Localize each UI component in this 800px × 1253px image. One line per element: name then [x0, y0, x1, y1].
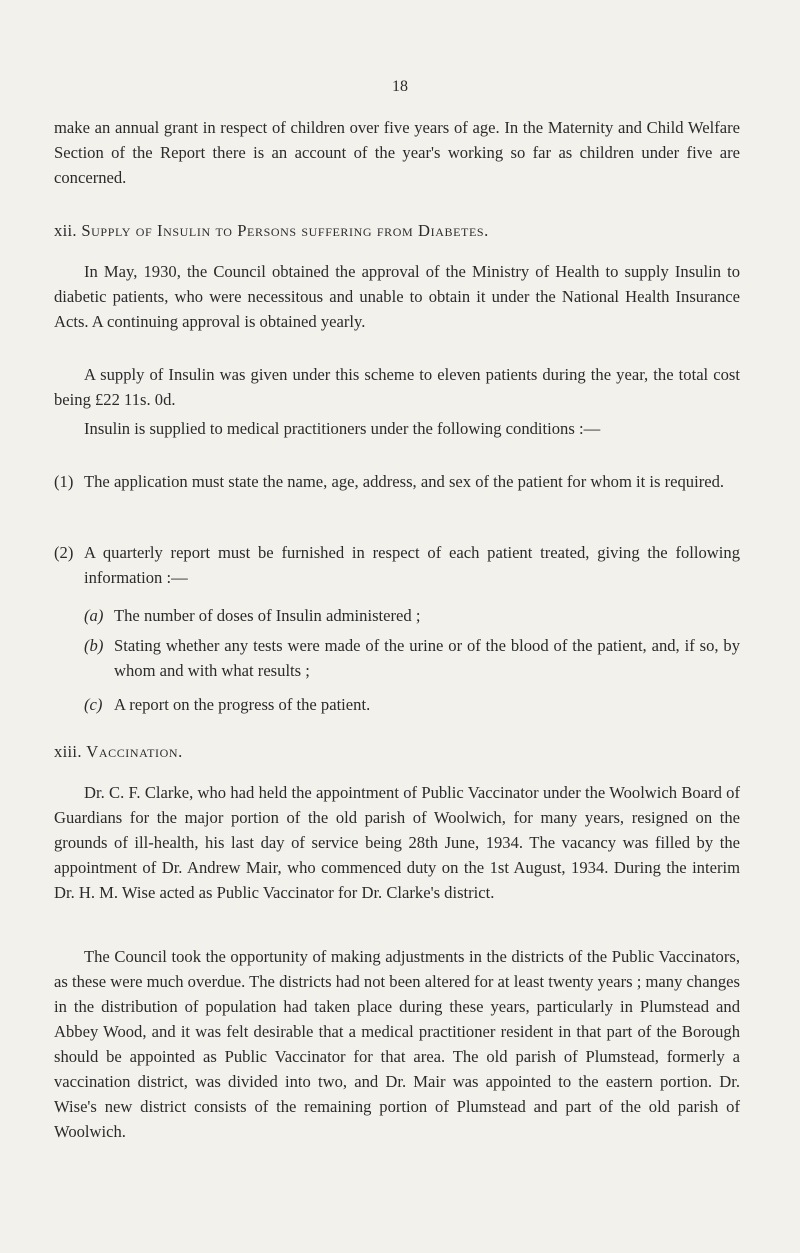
- sub-item-text: The number of doses of Insulin administered ;: [114, 606, 421, 625]
- sub-item-text: A report on the progress of the patient.: [114, 695, 371, 714]
- section-xii-numeral: xii.: [54, 221, 77, 240]
- condition-number: (1): [54, 472, 74, 491]
- section-xiii-numeral: xiii.: [54, 742, 82, 761]
- sub-item-text: Stating whether any tests were made of the urine or of the blood of the patient, and, if so, by whom and with what results ;: [114, 636, 740, 680]
- sub-item-letter: (c): [84, 695, 103, 714]
- condition-item-1: [54, 469, 740, 494]
- section-xii-paragraph-3: Insulin is supplied to medical practitioners under the following conditions :—: [84, 419, 601, 438]
- section-xiii-heading: [54, 739, 183, 764]
- section-xiii-title: Vaccination.: [86, 742, 183, 761]
- sub-item-a: [84, 603, 740, 628]
- section-xiii-paragraph-1: Dr. C. F. Clarke, who had held the appointment of Public Vaccinator under the Woolwich Board of Guardians for the major portion of the old parish of Woolwich, for many years, resigned on the grounds of ill-health, his last day of service being 28th June, 1934. The vacancy was filled by the appointment of Dr. Andrew Mair, who commenced duty on the 1st August, 1934. During the interim Dr. H. M. Wise acted as Public Vaccinator for Dr. Clarke's district.: [54, 783, 740, 902]
- sub-item-letter: (a): [84, 606, 104, 625]
- sub-item-letter: (b): [84, 636, 104, 655]
- condition-number: (2): [54, 543, 74, 562]
- sub-item-c: [84, 692, 740, 717]
- section-xii-paragraph-1: In May, 1930, the Council obtained the approval of the Ministry of Health to supply Insulin to diabetic patients, who were necessitous and unable to obtain it under the National Health Insurance Acts. A continuing approval is obtained yearly.: [54, 262, 740, 331]
- condition-item-2: [54, 540, 740, 590]
- condition-text: The application must state the name, age, address, and sex of the patient for whom it is required.: [84, 472, 725, 491]
- section-xii-paragraph-2: A supply of Insulin was given under this scheme to eleven patients during the year, the total cost being £22 11s. 0d.: [54, 365, 740, 409]
- sub-item-b: [84, 633, 740, 683]
- section-xiii-paragraph-2: The Council took the opportunity of making adjustments in the districts of the Public Vaccinators, as these were much overdue. The districts had not been altered for at least twenty years ; many changes in the distribution of population had taken place during these years, particularly in Plumstead and Abbey Wood, and it was felt desirable that a medical practitioner resident in that part of the Borough should be appointed as Public Vaccinator for that area. The old parish of Plumstead, formerly a vaccination district, was divided into two, and Dr. Mair was appointed to the eastern portion. Dr. Wise's new district consists of the remaining portion of Plumstead and part of the old parish of Woolwich.: [54, 947, 740, 1141]
- section-xii-heading: [54, 218, 489, 243]
- page-number: 18: [392, 78, 408, 95]
- intro-paragraph: make an annual grant in respect of children over five years of age. In the Maternity and Child Welfare Section of the Report there is an account of the year's working so far as children under five are concerned.: [54, 118, 740, 187]
- condition-text: A quarterly report must be furnished in respect of each patient treated, giving the following information :—: [84, 543, 740, 587]
- section-xii-title: Supply of Insulin to Persons suffering from Diabetes.: [81, 221, 489, 240]
